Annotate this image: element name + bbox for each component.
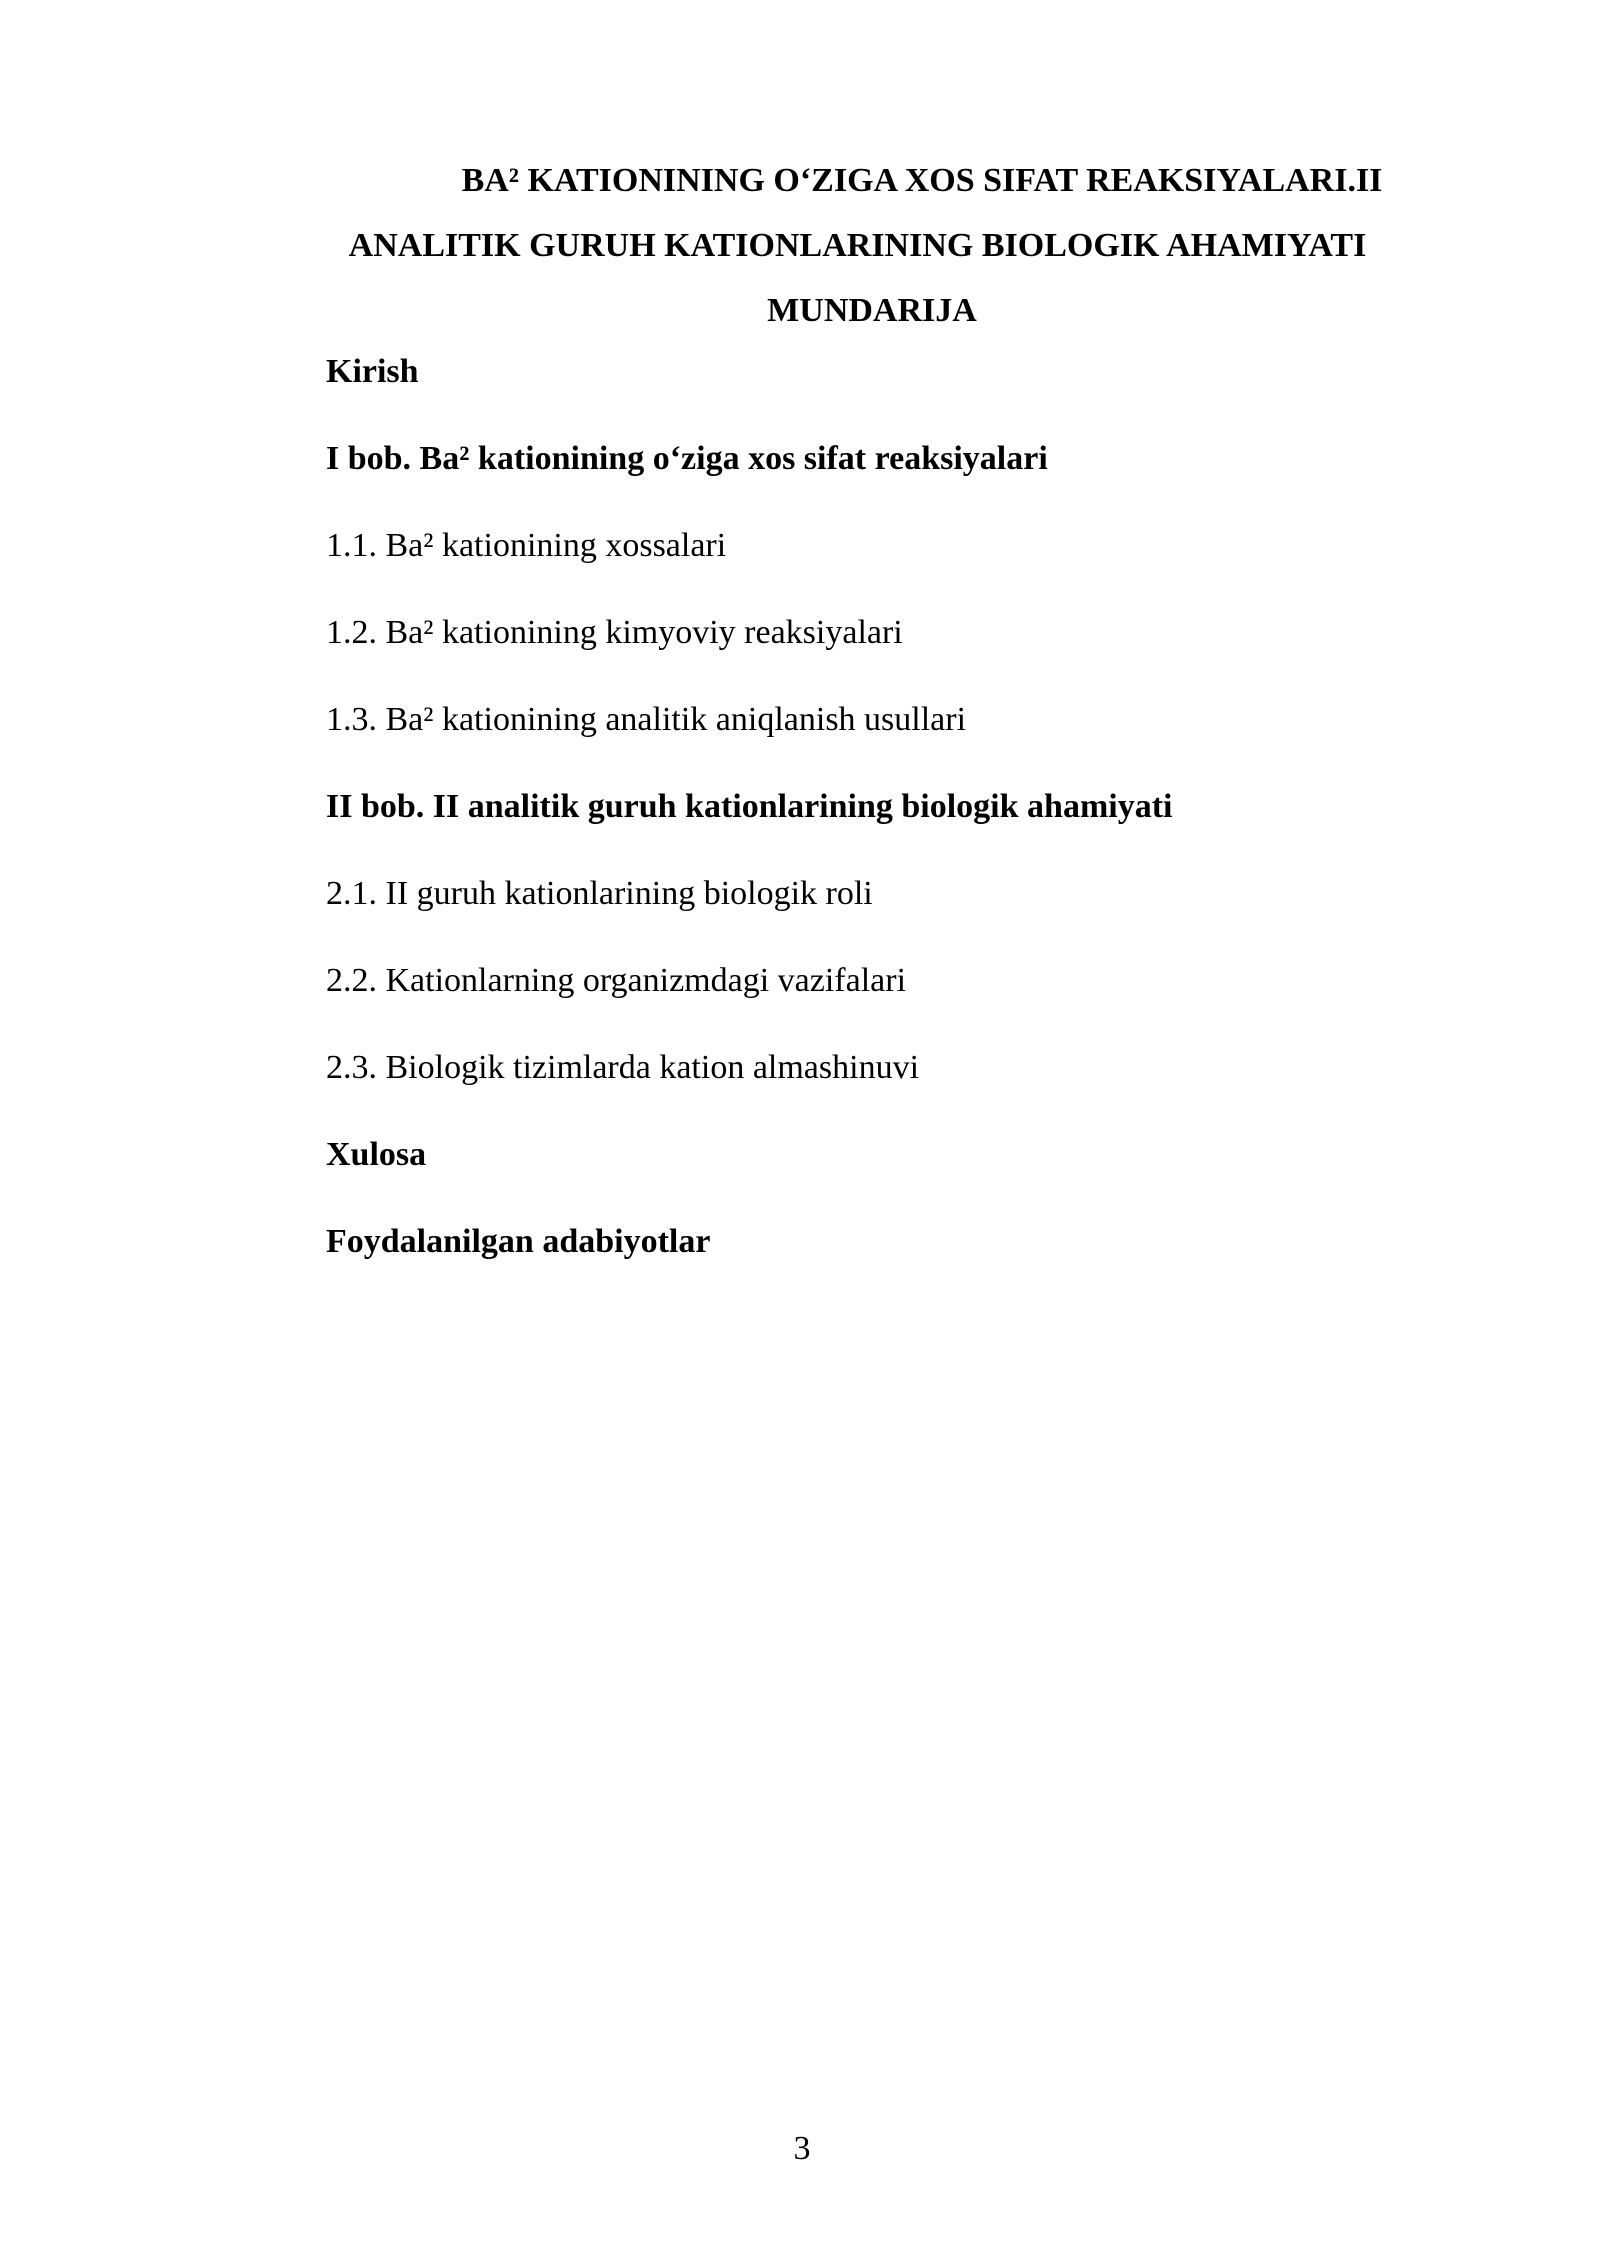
page-number: 3 bbox=[793, 2130, 811, 2167]
title-line-2: ANALITIK GURUH KATIONLARINING BIOLOGIK AHAMIYATI bbox=[348, 227, 1367, 264]
toc-entry-section-1-1: 1.1. Ba² kationining xossalari bbox=[326, 527, 727, 564]
toc-entry-chapter-2: II bob. II analitik guruh kationlarining biologik ahamiyati bbox=[326, 788, 1173, 825]
toc-entry-chapter-1: I bob. Ba² kationining o‘ziga xos sifat reaksiyalari bbox=[326, 440, 1048, 477]
toc-entry-section-1-3: 1.3. Ba² kationining analitik aniqlanish usullari bbox=[326, 701, 967, 738]
toc-entry-conclusion: Xulosa bbox=[326, 1136, 427, 1173]
toc-entry-introduction: Kirish bbox=[326, 353, 419, 390]
title-line-1: BA² KATIONINING O‘ZIGA XOS SIFAT REAKSIYALARI.II bbox=[461, 162, 1383, 199]
toc-entry-section-2-2: 2.2. Kationlarning organizmdagi vazifalari bbox=[326, 962, 907, 999]
toc-entry-section-1-2: 1.2. Ba² kationining kimyoviy reaksiyalari bbox=[326, 614, 903, 651]
toc-entry-references: Foydalanilgan adabiyotlar bbox=[326, 1223, 711, 1260]
toc-entry-section-2-3: 2.3. Biologik tizimlarda kation almashinuvi bbox=[326, 1049, 920, 1086]
table-of-contents bbox=[326, 344, 1476, 1301]
contents-heading: MUNDARIJA bbox=[767, 292, 977, 329]
toc-entry-section-2-1: 2.1. II guruh kationlarining biologik roli bbox=[326, 875, 873, 912]
document-title bbox=[280, 148, 1440, 343]
